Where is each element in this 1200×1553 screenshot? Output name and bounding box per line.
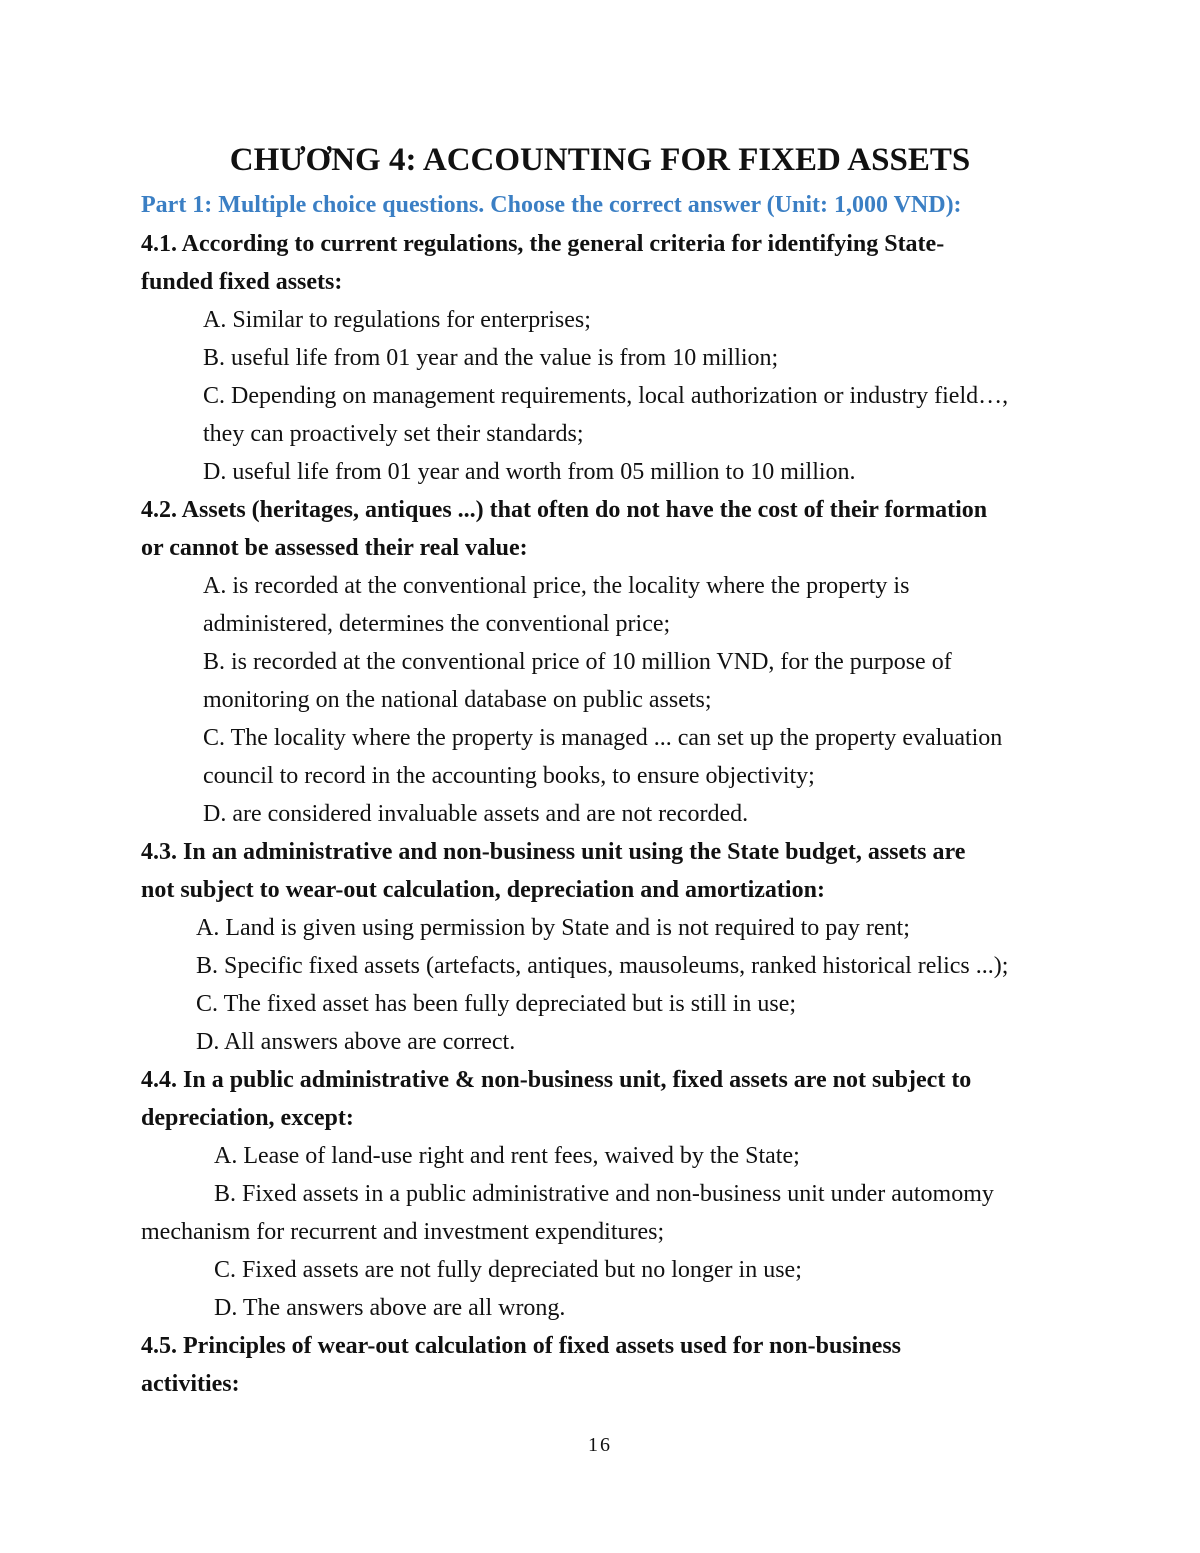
- page-number: 16: [588, 1434, 612, 1456]
- question-4-3-option-d: D. All answers above are correct.: [196, 1029, 516, 1055]
- question-4-2-line-2: or cannot be assessed their real value:: [141, 535, 528, 561]
- question-4-3-option-a: A. Land is given using permission by State and is not required to pay rent;: [196, 915, 910, 941]
- question-4-3-line-2: not subject to wear-out calculation, depreciation and amortization:: [141, 877, 825, 903]
- question-4-2-option-c-line-1: C. The locality where the property is managed ... can set up the property evaluation: [203, 725, 1003, 751]
- question-4-4-option-d: D. The answers above are all wrong.: [214, 1295, 566, 1321]
- question-4-1-option-a: A. Similar to regulations for enterprises;: [203, 307, 591, 333]
- question-4-2-line-1: 4.2. Assets (heritages, antiques ...) that often do not have the cost of their formation: [141, 497, 988, 523]
- question-4-4-line-2: depreciation, except:: [141, 1105, 354, 1131]
- question-4-2-option-b-line-2: monitoring on the national database on public assets;: [203, 687, 712, 713]
- question-4-2-option-d: D. are considered invaluable assets and are not recorded.: [203, 801, 749, 827]
- question-4-2-option-a-line-2: administered, determines the conventional price;: [203, 611, 671, 637]
- question-4-5-line-2: activities:: [141, 1371, 240, 1397]
- question-4-3-line-1: 4.3. In an administrative and non-business unit using the State budget, assets are: [141, 839, 966, 865]
- question-4-1-option-c-line-2: they can proactively set their standards;: [203, 421, 584, 447]
- question-4-4-option-a: A. Lease of land-use right and rent fees, waived by the State;: [214, 1143, 800, 1169]
- question-4-4-line-1: 4.4. In a public administrative & non-business unit, fixed assets are not subject to: [141, 1067, 972, 1093]
- question-4-2-option-b-line-1: B. is recorded at the conventional price of 10 million VND, for the purpose of: [203, 649, 952, 675]
- question-4-1-option-d: D. useful life from 01 year and worth from 05 million to 10 million.: [203, 459, 856, 485]
- question-4-3-option-c: C. The fixed asset has been fully depreciated but is still in use;: [196, 991, 797, 1017]
- question-4-4-option-b-line-2: mechanism for recurrent and investment expenditures;: [141, 1219, 665, 1245]
- question-4-2-option-c-line-2: council to record in the accounting books, to ensure objectivity;: [203, 763, 815, 789]
- question-4-1-option-c-line-1: C. Depending on management requirements, local authorization or industry field…,: [203, 383, 1009, 409]
- question-4-1-option-b: B. useful life from 01 year and the value is from 10 million;: [203, 345, 779, 371]
- question-4-4-option-b-line-1: B. Fixed assets in a public administrative and non-business unit under automomy: [214, 1181, 994, 1207]
- question-4-3-option-b: B. Specific fixed assets (artefacts, antiques, mausoleums, ranked historical relics ...);: [196, 953, 1009, 979]
- question-4-5-line-1: 4.5. Principles of wear-out calculation of fixed assets used for non-business: [141, 1333, 902, 1359]
- question-4-2-option-a-line-1: A. is recorded at the conventional price, the locality where the property is: [203, 573, 910, 599]
- question-4-4-option-c: C. Fixed assets are not fully depreciated but no longer in use;: [214, 1257, 802, 1283]
- chapter-title: CHƯƠNG 4: ACCOUNTING FOR FIXED ASSETS: [229, 142, 971, 178]
- question-4-1-line-1: 4.1. According to current regulations, the general criteria for identifying State-: [141, 231, 945, 257]
- question-4-1-line-2: funded fixed assets:: [141, 269, 343, 295]
- part-heading: Part 1: Multiple choice questions. Choose the correct answer (Unit: 1,000 VND):: [141, 192, 962, 218]
